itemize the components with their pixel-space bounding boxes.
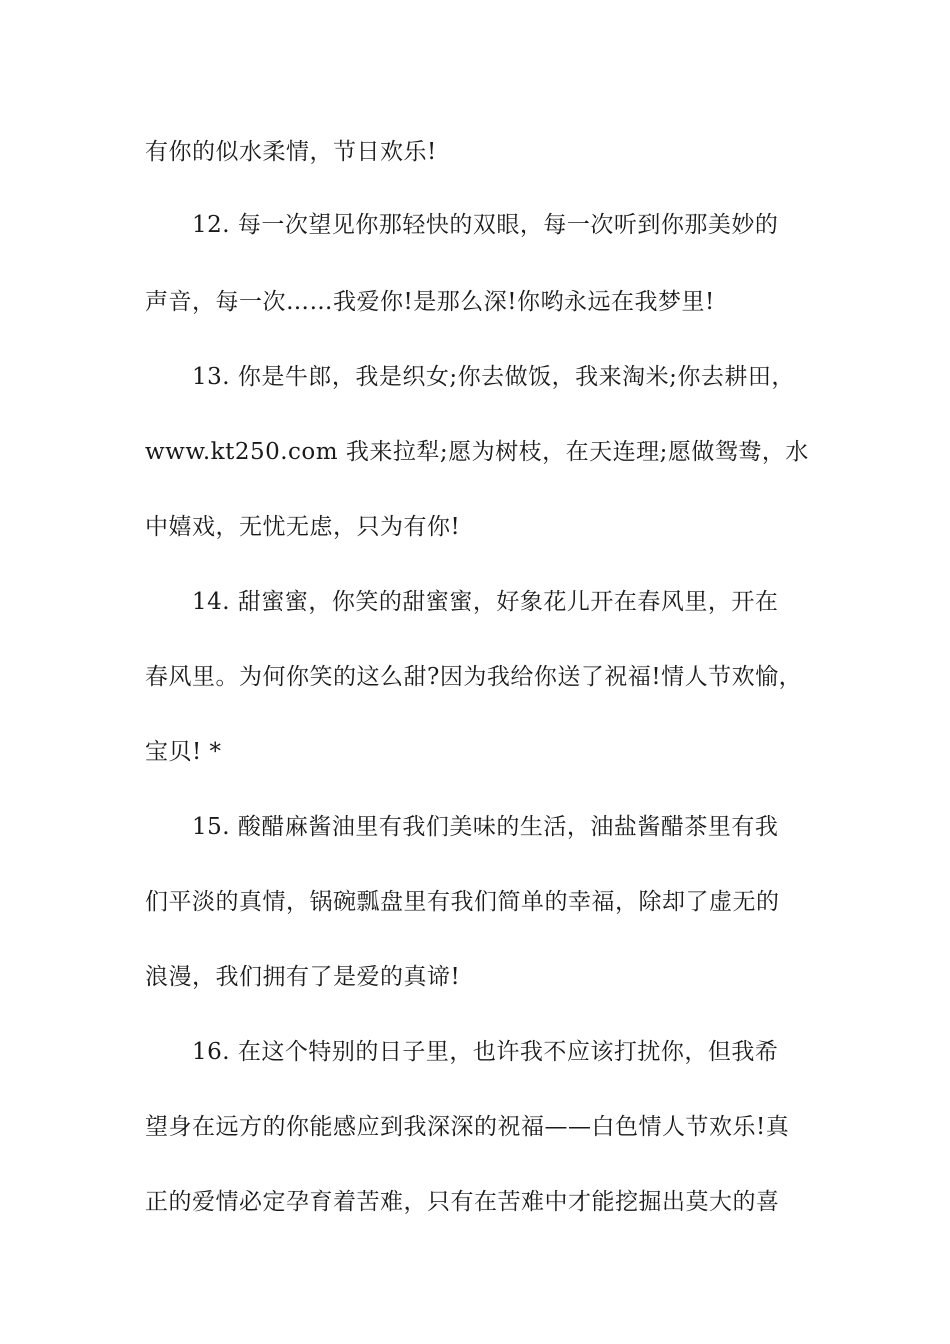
text-line: 春风里。为何你笑的这么甜?因为我给你送了祝福!情人节欢愉， <box>145 664 803 690</box>
text-line: 有你的似水柔情，节日欢乐! <box>145 139 437 165</box>
paragraph-12-start: 12. 每一次望见你那轻快的双眼，每一次听到你那美妙的 <box>192 212 779 238</box>
text-line: 浪漫，我们拥有了是爱的真谛! <box>145 964 461 990</box>
text-line: 声音，每一次……我爱你!是那么深!你哟永远在我梦里! <box>145 289 715 315</box>
paragraph-13-start: 13. 你是牛郎，我是织女;你去做饭，我来淘米;你去耕田， <box>192 364 795 390</box>
paragraph-16-start: 16. 在这个特别的日子里，也许我不应该打扰你，但我希 <box>192 1039 779 1065</box>
text-line: 中嬉戏，无忧无虑，只为有你! <box>145 514 461 540</box>
text-line: 正的爱情必定孕育着苦难，只有在苦难中才能挖掘出莫大的喜 <box>145 1189 780 1215</box>
paragraph-14-start: 14. 甜蜜蜜，你笑的甜蜜蜜，好象花儿开在春风里，开在 <box>192 589 779 615</box>
text-line: 望身在远方的你能感应到我深深的祝福——白色情人节欢乐!真 <box>145 1114 790 1140</box>
text-line: www.kt250.com 我来拉犁;愿为树枝，在天连理;愿做鸳鸯，水 <box>145 439 809 465</box>
text-line: 宝贝! * <box>145 739 222 765</box>
text-line: 们平淡的真情，锅碗瓢盘里有我们简单的幸福，除却了虚无的 <box>145 889 780 915</box>
paragraph-15-start: 15. 酸醋麻酱油里有我们美味的生活，油盐酱醋茶里有我 <box>192 814 779 840</box>
